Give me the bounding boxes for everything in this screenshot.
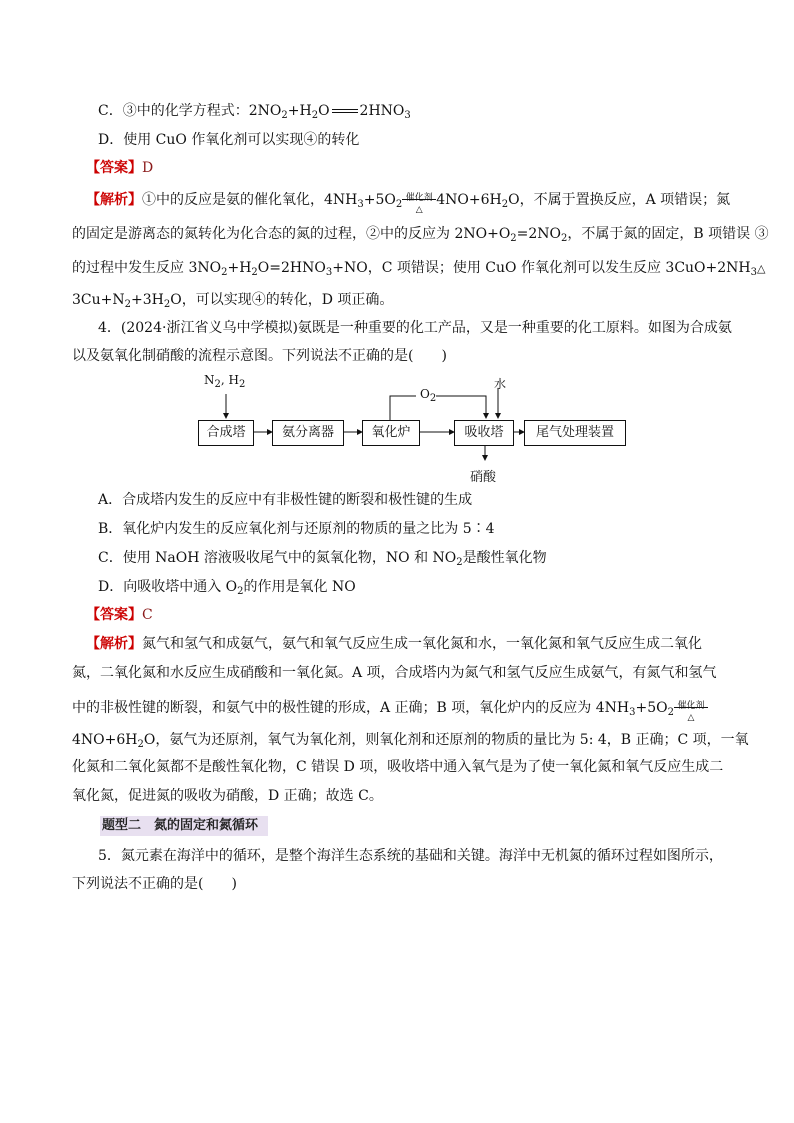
analysis-2-line-2: 氮，二氧化氮和水反应生成硝酸和一氧化氮。A 项，合成塔内为氮气和氢气反应生成氨气，有氮气和氢气 — [72, 665, 717, 681]
option-d: D．使用 CuO 作氧化剂可以实现④的转化 — [98, 132, 360, 148]
answer-2: 【答案】C — [86, 607, 153, 623]
analysis-1-line-2: 的固定是游离态的氮转化为化合态的氮的过程，②中的反应为 $2NO+O_2=2NO_2$，不属于氮的固定，B 项错误 ③ — [72, 226, 769, 244]
q4-option-c: C．使用 NaOH 溶液吸收尾气中的氮氧化物，NO 和 $NO_2$是酸性氧化物 — [98, 550, 547, 568]
question-5-line-1: 5．氮元素在海洋中的循环，是整个海洋生态系统的基础和关键。海洋中无机氮的循环过程如图所示， — [98, 848, 723, 864]
analysis-1-line-1: 【解析】①中的反应是氨的催化氧化，$4NH_3+5O_2$ 催化剂 △ $4NO+6H_2O$，不属于置换反应，A 项错误；氮 — [86, 192, 731, 215]
box-ammonia-separator: 氨分离器 — [272, 420, 344, 446]
box-synthesis-tower: 合成塔 — [198, 420, 254, 446]
topic-heading: 题型二 氮的固定和氮循环 — [102, 818, 259, 833]
question-4-line-2: 以及氨氧化制硝酸的流程示意图。下列说法不正确的是( ) — [72, 348, 447, 364]
analysis-2-line-4: $4NO+6H_2O$，氨气为还原剂，氧气为氧化剂，则氧化剂和还原剂的物质的量比为 5: 4，B 正确；C 项，一氧 — [72, 732, 749, 750]
box-oxidation-furnace: 氧化炉 — [362, 420, 420, 446]
answer-1: 【答案】D — [86, 160, 154, 176]
analysis-2-line-3: 中的非极性键的断裂，和氨气中的极性键的形成，A 正确；B 项，氧化炉内的反应为 $4NH_3+5O_2$ 催化剂 △ — [72, 698, 708, 723]
box-absorption-tower: 吸收塔 — [454, 420, 514, 446]
catalyst-condition: 催化剂 △ — [402, 190, 436, 210]
nitric-acid-label: 硝酸 — [470, 470, 497, 485]
q4-option-a: A．合成塔内发生的反应中有非极性键的断裂和极性键的生成 — [98, 492, 473, 508]
equals-sign — [332, 109, 358, 113]
option-c: C．③中的化学方程式：$2NO_2+H_2O$ $2HNO_3$ — [98, 103, 411, 121]
analysis-2-line-6: 氧化氮，促进氮的吸收为硝酸，D 正确；故选 C。 — [72, 788, 383, 804]
analysis-1-line-4: $3Cu+N_2+3H_2O$，可以实现④的转化，D 项正确。 — [72, 292, 394, 310]
water-label: 水 — [494, 377, 507, 391]
flow-diagram — [190, 368, 640, 468]
analysis-1-line-3: 的过程中发生反应 $3NO_2+H_2O=2HNO_3+NO$，C 项错误；使用 CuO 作氧化剂可以发生反应 $3CuO+2NH_3\triangle$ — [72, 260, 766, 278]
question-5-line-2: 下列说法不正确的是( ) — [72, 876, 237, 892]
analysis-2-line-5: 化氮和二氧化氮都不是酸性氧化物，C 错误 D 项，吸收塔中通入氧气是为了使一氧化氮和氧气反应生成二 — [72, 759, 724, 775]
analysis-2-line-1: 【解析】氮气和氢气和成氨气，氨气和氧气反应生成一氧化氮和水，一氧化氮和氧气反应生成二氧化 — [86, 636, 702, 652]
oxygen-label: $O_2$ — [420, 387, 437, 404]
feed-label: $N_2$, $H_2$ — [204, 373, 246, 390]
question-4-line-1: 4．(2024·浙江省义乌中学模拟)氨既是一种重要的化工产品，又是一种重要的化工原料。如图为合成氨 — [98, 320, 732, 336]
box-tail-gas-treatment: 尾气处理装置 — [524, 420, 626, 446]
q4-option-d: D．向吸收塔中通入 $O_2$的作用是氧化 NO — [98, 579, 356, 597]
q4-option-b: B．氧化炉内发生的反应氧化剂与还原剂的物质的量之比为 5∶4 — [98, 521, 495, 537]
catalyst-condition: 催化剂 △ — [674, 698, 708, 718]
